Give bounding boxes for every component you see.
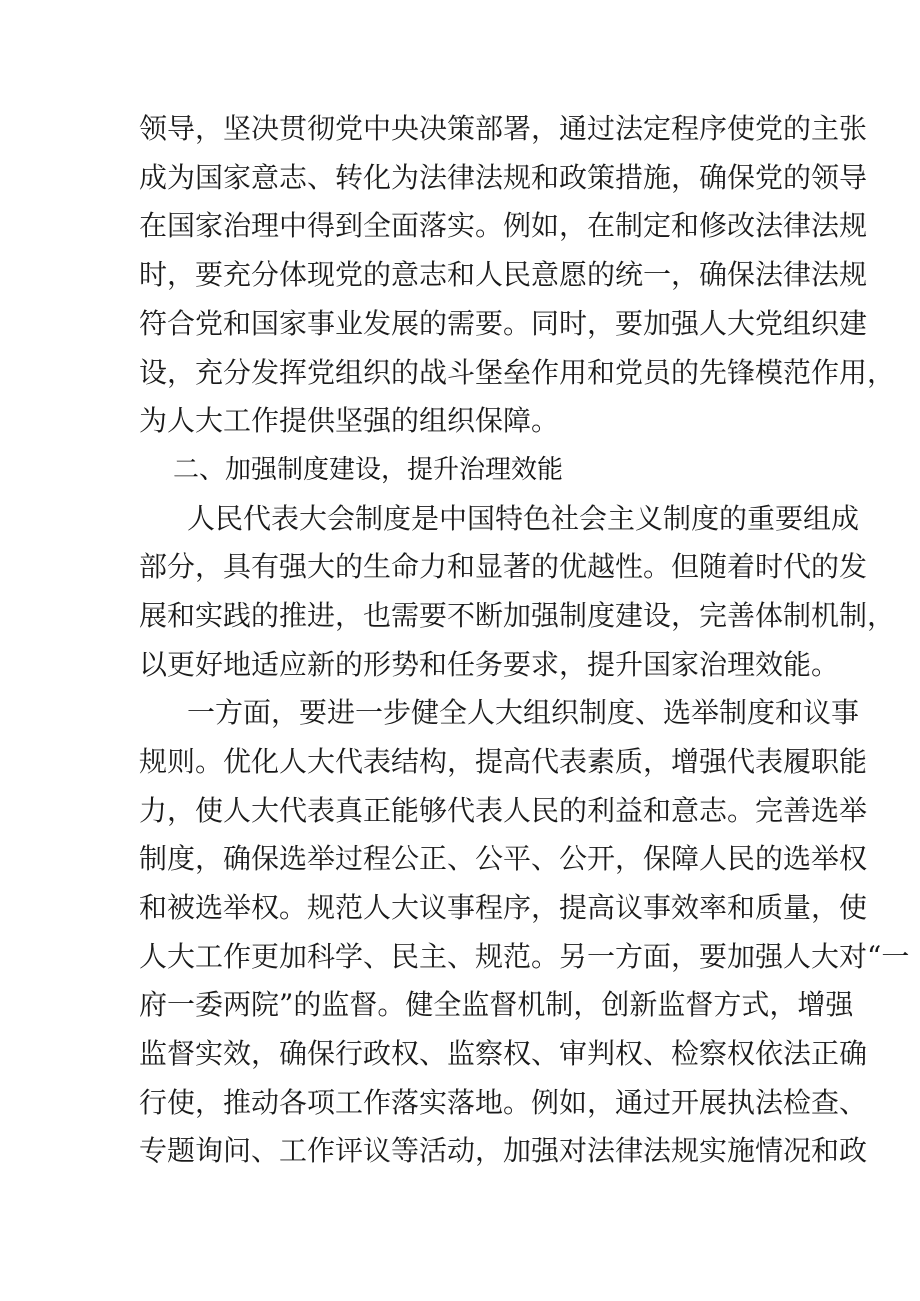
paragraph-line: 成为国家意志、转化为法律法规和政策措施，确保党的领导 [139,161,868,194]
paragraph-line: 以更好地适应新的形势和任务要求，提升国家治理效能。 [139,648,840,681]
paragraph-line: 人民代表大会制度是中国特色社会主义制度的重要组成 [187,502,860,535]
paragraph-line: 人大工作更加科学、民主、规范。另一方面，要加强人大对“一 [139,940,910,973]
paragraph-line: 府一委两院”的监督。健全监督机制，创新监督方式，增强 [139,988,854,1021]
paragraph-line: 领导，坚决贯彻党中央决策部署，通过法定程序使党的主张 [139,112,868,145]
paragraph-line: 时，要充分体现党的意志和人民意愿的统一，确保法律法规 [139,258,868,291]
paragraph-line: 监督实效，确保行政权、监察权、审判权、检察权依法正确 [139,1037,868,1070]
paragraph-line: 行使，推动各项工作落实落地。例如，通过开展执法检查、 [139,1086,868,1119]
paragraph-line: 设，充分发挥党组织的战斗堡垒作用和党员的先锋模范作用， [139,356,896,389]
paragraph-line: 为人大工作提供坚强的组织保障。 [139,404,560,437]
paragraph-line: 一方面，要进一步健全人大组织制度、选举制度和议事 [187,696,860,729]
paragraph-line: 在国家治理中得到全面落实。例如，在制定和修改法律法规 [139,209,868,242]
paragraph-line: 和被选举权。规范人大议事程序，提高议事效率和质量，使 [139,891,868,924]
section-heading: 二、加强制度建设，提升治理效能 [173,455,564,485]
paragraph-line: 制度，确保选举过程公正、公平、公开，保障人民的选举权 [139,842,868,875]
paragraph-line: 展和实践的推进，也需要不断加强制度建设，完善体制机制， [139,599,896,632]
paragraph-line: 专题询问、工作评议等活动，加强对法律法规实施情况和政 [139,1134,868,1167]
paragraph-line: 符合党和国家事业发展的需要。同时，要加强人大党组织建 [139,307,868,340]
paragraph-line: 部分，具有强大的生命力和显著的优越性。但随着时代的发 [139,550,868,583]
paragraph-line: 规则。优化人大代表结构，提高代表素质，增强代表履职能 [139,745,868,778]
paragraph-line: 力，使人大代表真正能够代表人民的利益和意志。完善选举 [139,794,868,827]
